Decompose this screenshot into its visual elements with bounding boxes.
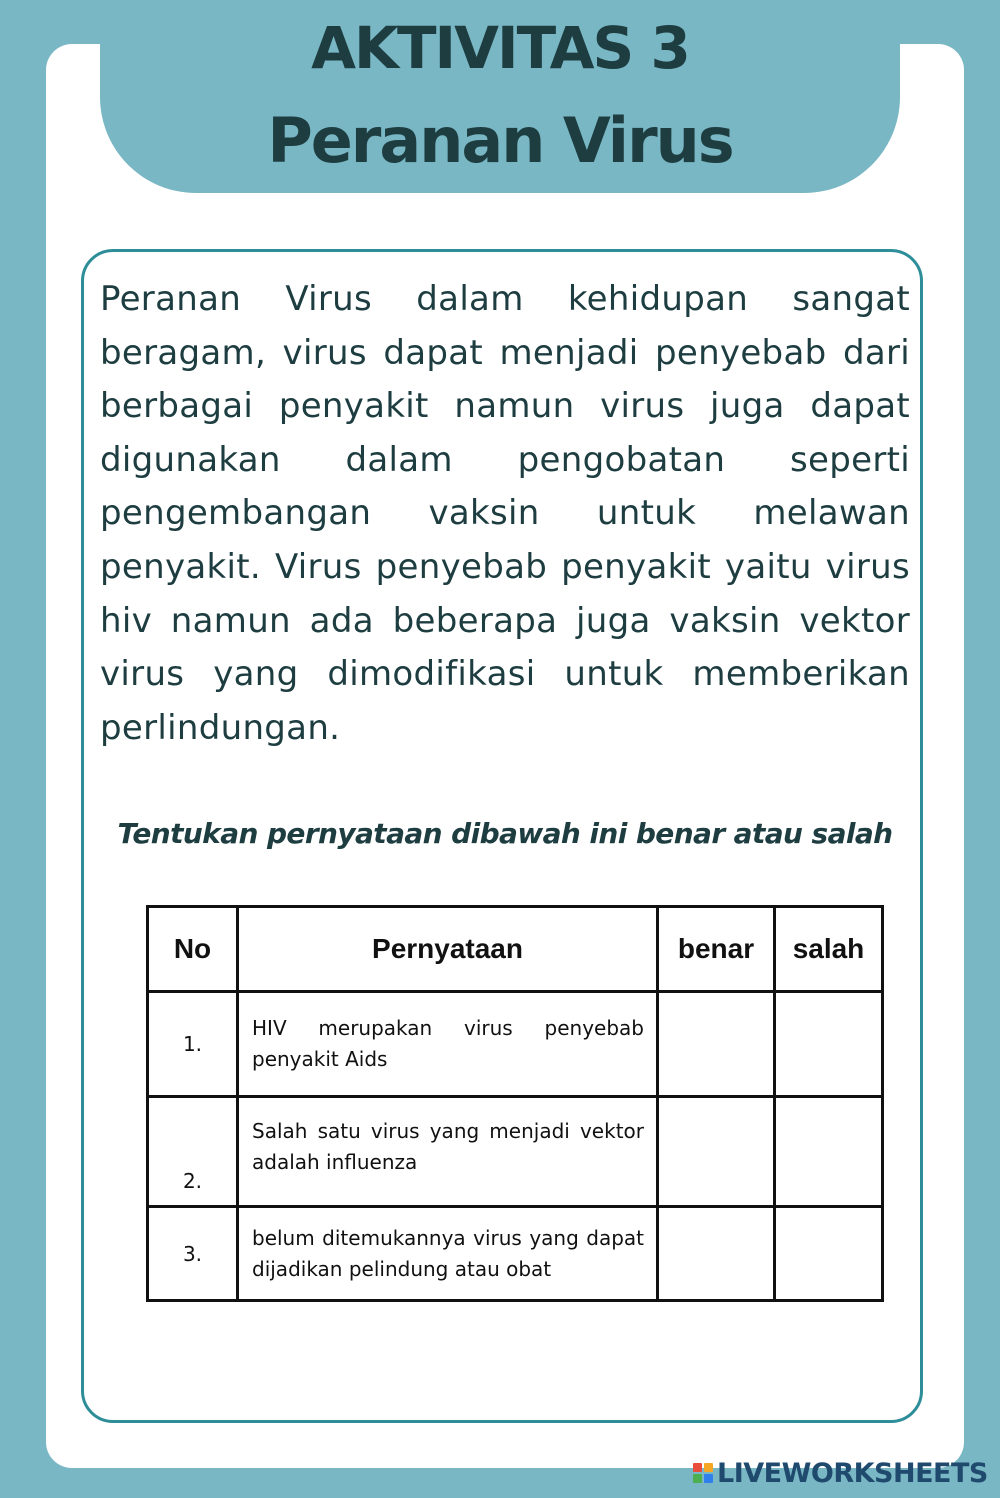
instruction-text: Tentukan pernyataan dibawah ini benar atau salah [117, 817, 893, 850]
table-row [148, 992, 883, 1097]
table-header-row [148, 907, 883, 992]
header-false: salah [775, 907, 883, 992]
intro-paragraph: Peranan Virus dalam kehidupan sangat beragam, virus dapat menjadi penyebab dari berbagai penyakit namun virus juga dapat digunakan dalam pengobatan seperti pengembangan vaksin untuk melawan penyakit. Virus penyebab penyakit yaitu virus hiv namun ada beberapa juga vaksin vektor virus yang dimodifikasi untuk memberikan perlindungan. [100, 279, 910, 748]
row-statement: belum ditemukannya virus yang dapat dijadikan pelindung atau obat [238, 1207, 658, 1301]
row-number: 1. [148, 992, 238, 1097]
answer-true-cell[interactable] [658, 1097, 775, 1207]
answer-true-cell[interactable] [658, 992, 775, 1097]
answer-false-cell[interactable] [775, 1097, 883, 1207]
header-statement: Pernyataan [238, 907, 658, 992]
answer-false-cell[interactable] [775, 992, 883, 1097]
answer-false-cell[interactable] [775, 1207, 883, 1301]
table-row [148, 1207, 883, 1301]
activity-title: AKTIVITAS 3 [311, 14, 689, 82]
row-number: 2. [148, 1097, 238, 1207]
true-false-table [146, 905, 884, 1302]
liveworksheets-logo-icon [693, 1463, 713, 1483]
activity-subtitle: Peranan Virus [267, 104, 733, 177]
row-statement: HIV merupakan virus penyebab penyakit Aids [238, 992, 658, 1097]
logo-text: LIVEWORKSHEETS [717, 1457, 988, 1489]
answer-true-cell[interactable] [658, 1207, 775, 1301]
row-number: 3. [148, 1207, 238, 1301]
header-true: benar [658, 907, 775, 992]
header-no: No [148, 907, 238, 992]
row-statement: Salah satu virus yang menjadi vektor adalah influenza [238, 1097, 658, 1207]
table-row [148, 1097, 883, 1207]
liveworksheets-logo [693, 1458, 988, 1488]
